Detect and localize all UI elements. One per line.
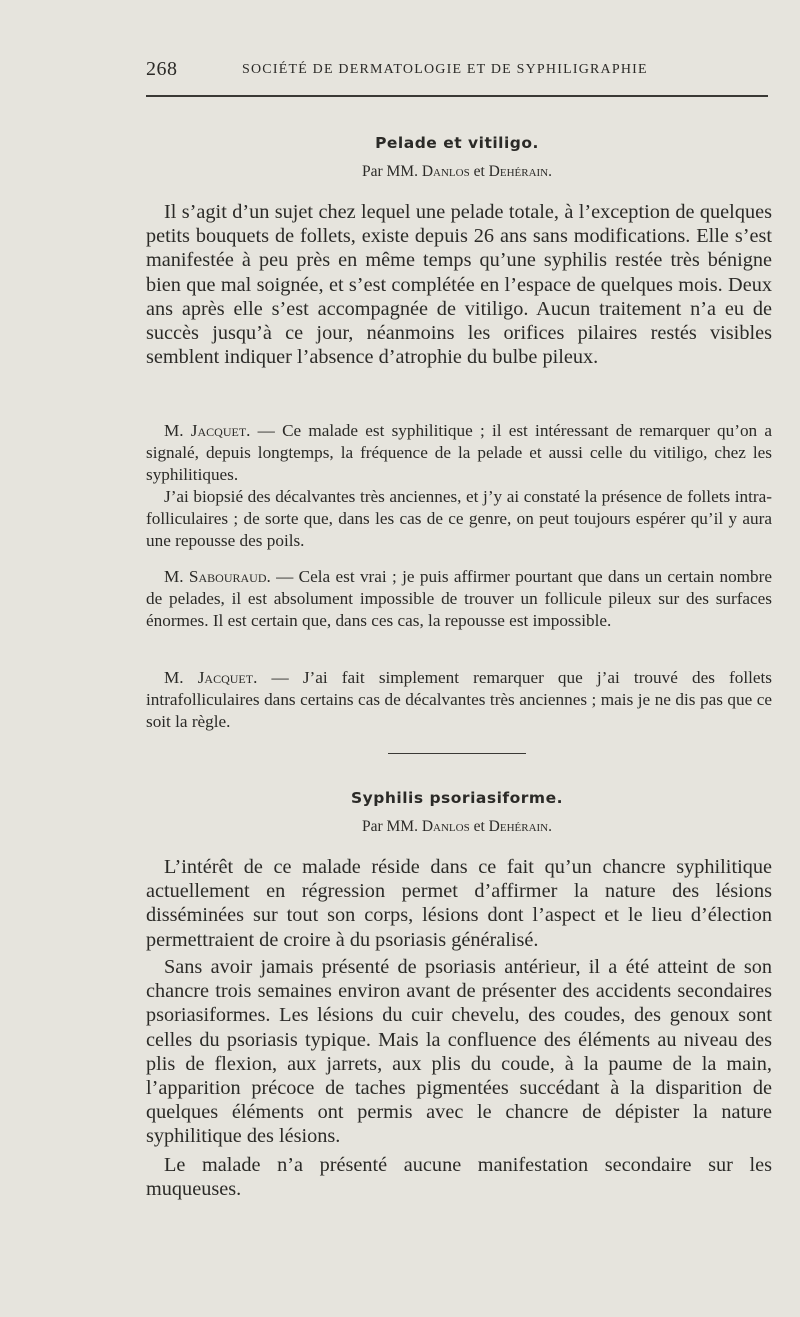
section-title-syphilis: Syphilis psoriasiforme.: [351, 789, 563, 807]
author-deherain: Dehérain.: [488, 163, 552, 180]
discussion-sabouraud: [146, 566, 772, 633]
byline-prefix: Par MM.: [361, 818, 418, 835]
byline-and: et: [473, 163, 485, 180]
paragraph-syphilis-2: Sans avoir jamais présenté de psoriasis antérieur, il a été atteint de son chancre trois semaines environ avant de présenter des accidents secondaires psoriasiformes. Les lésions du cuir chevelu, des coudes, des genoux sont celles du psoriasis typique. Mais la confluence des éléments au niveau des plis de flexion, aux jarrets, aux plis du coude, à la paume de la main, l’apparition précoce de taches pigmentées succédant à la disparition de quelques éléments ont permis avec le chancre de dépister la nature syphilitique des lésions.: [146, 956, 772, 1148]
discussion-jacquet-3: [146, 667, 772, 734]
remark-text: — J’ai fait simplement remarquer que j’ai trouvé des follets intrafolliculaires dans certains cas de décalvantes très anciennes ; mais je ne dis pas que ce soit la règle.: [146, 668, 772, 732]
paragraph-syphilis-1: L’intérêt de ce malade réside dans ce fait qu’un chancre syphilitique actuellement en régression permet d’affirmer la nature des lésions disséminées sur tout son corps, lésions dont l’aspect et le lieu d’élection permettraient de croire à du psoriasis généralisé.: [146, 856, 772, 951]
discussion-jacquet-2: [146, 486, 772, 553]
section-title-pelade: Pelade et vitiligo.: [375, 134, 539, 152]
author-deherain: Dehérain.: [488, 818, 552, 835]
byline-prefix: Par MM.: [361, 163, 418, 180]
byline-syphilis: [146, 818, 768, 836]
speaker-jacquet: M. Jacquet.: [164, 421, 251, 440]
paragraph-syphilis-3: Le malade n’a présenté aucune manifestation secondaire sur les muqueuses.: [146, 1154, 772, 1201]
speaker-sabouraud: M. Sabouraud.: [164, 567, 271, 586]
discussion-jacquet-1: [146, 420, 772, 487]
page-number: 268: [146, 58, 178, 80]
byline-and: et: [473, 818, 485, 835]
section-divider: [388, 753, 526, 754]
header-rule: [146, 95, 768, 97]
paragraph-pelade-case: Il s’agit d’un sujet chez lequel une pelade totale, à l’exception de quelques petits bouquets de follets, existe depuis 26 ans sans modifications. Elle s’est manifestée à peu près en même temps qu’une syphilis restée très bénigne bien que mal soignée, et s’est complétée en l’espace de quelques mois. Deux ans après elle s’est accompagnée de vitiligo. Aucun traitement n’a eu de succès jusqu’à ce jour, néanmoins les orifices pilaires restés visibles semblent indiquer l’absence d’atrophie du bulbe pileux.: [146, 201, 772, 369]
author-danlos: Danlos: [421, 818, 470, 835]
byline-pelade: [146, 163, 768, 181]
author-danlos: Danlos: [421, 163, 470, 180]
remark-text: — Ce malade est syphilitique ; il est intéressant de remarquer qu’on a signalé, depuis longtemps, la fréquence de la pelade et aussi celle du vitiligo, chez les syphilitiques.: [146, 421, 772, 485]
running-head: SOCIÉTÉ DE DERMATOLOGIE ET DE SYPHILIGRAPHIE: [242, 62, 648, 77]
page-header: [146, 58, 768, 84]
remark-text: J’ai biopsié des décalvantes très anciennes, et j’y ai constaté la présence de follets intra-folliculaires ; de sorte que, dans les cas de ce genre, on peut toujours espérer qu’il y aura une repousse des poils.: [146, 487, 772, 551]
remark-text: — Cela est vrai ; je puis affirmer pourtant que dans un certain nombre de pelades, il est absolument impossible de trouver un follicule pileux sur des surfaces énormes. Il est certain que, dans ces cas, la repousse est impossible.: [146, 567, 772, 631]
speaker-jacquet: M. Jacquet.: [164, 668, 258, 687]
